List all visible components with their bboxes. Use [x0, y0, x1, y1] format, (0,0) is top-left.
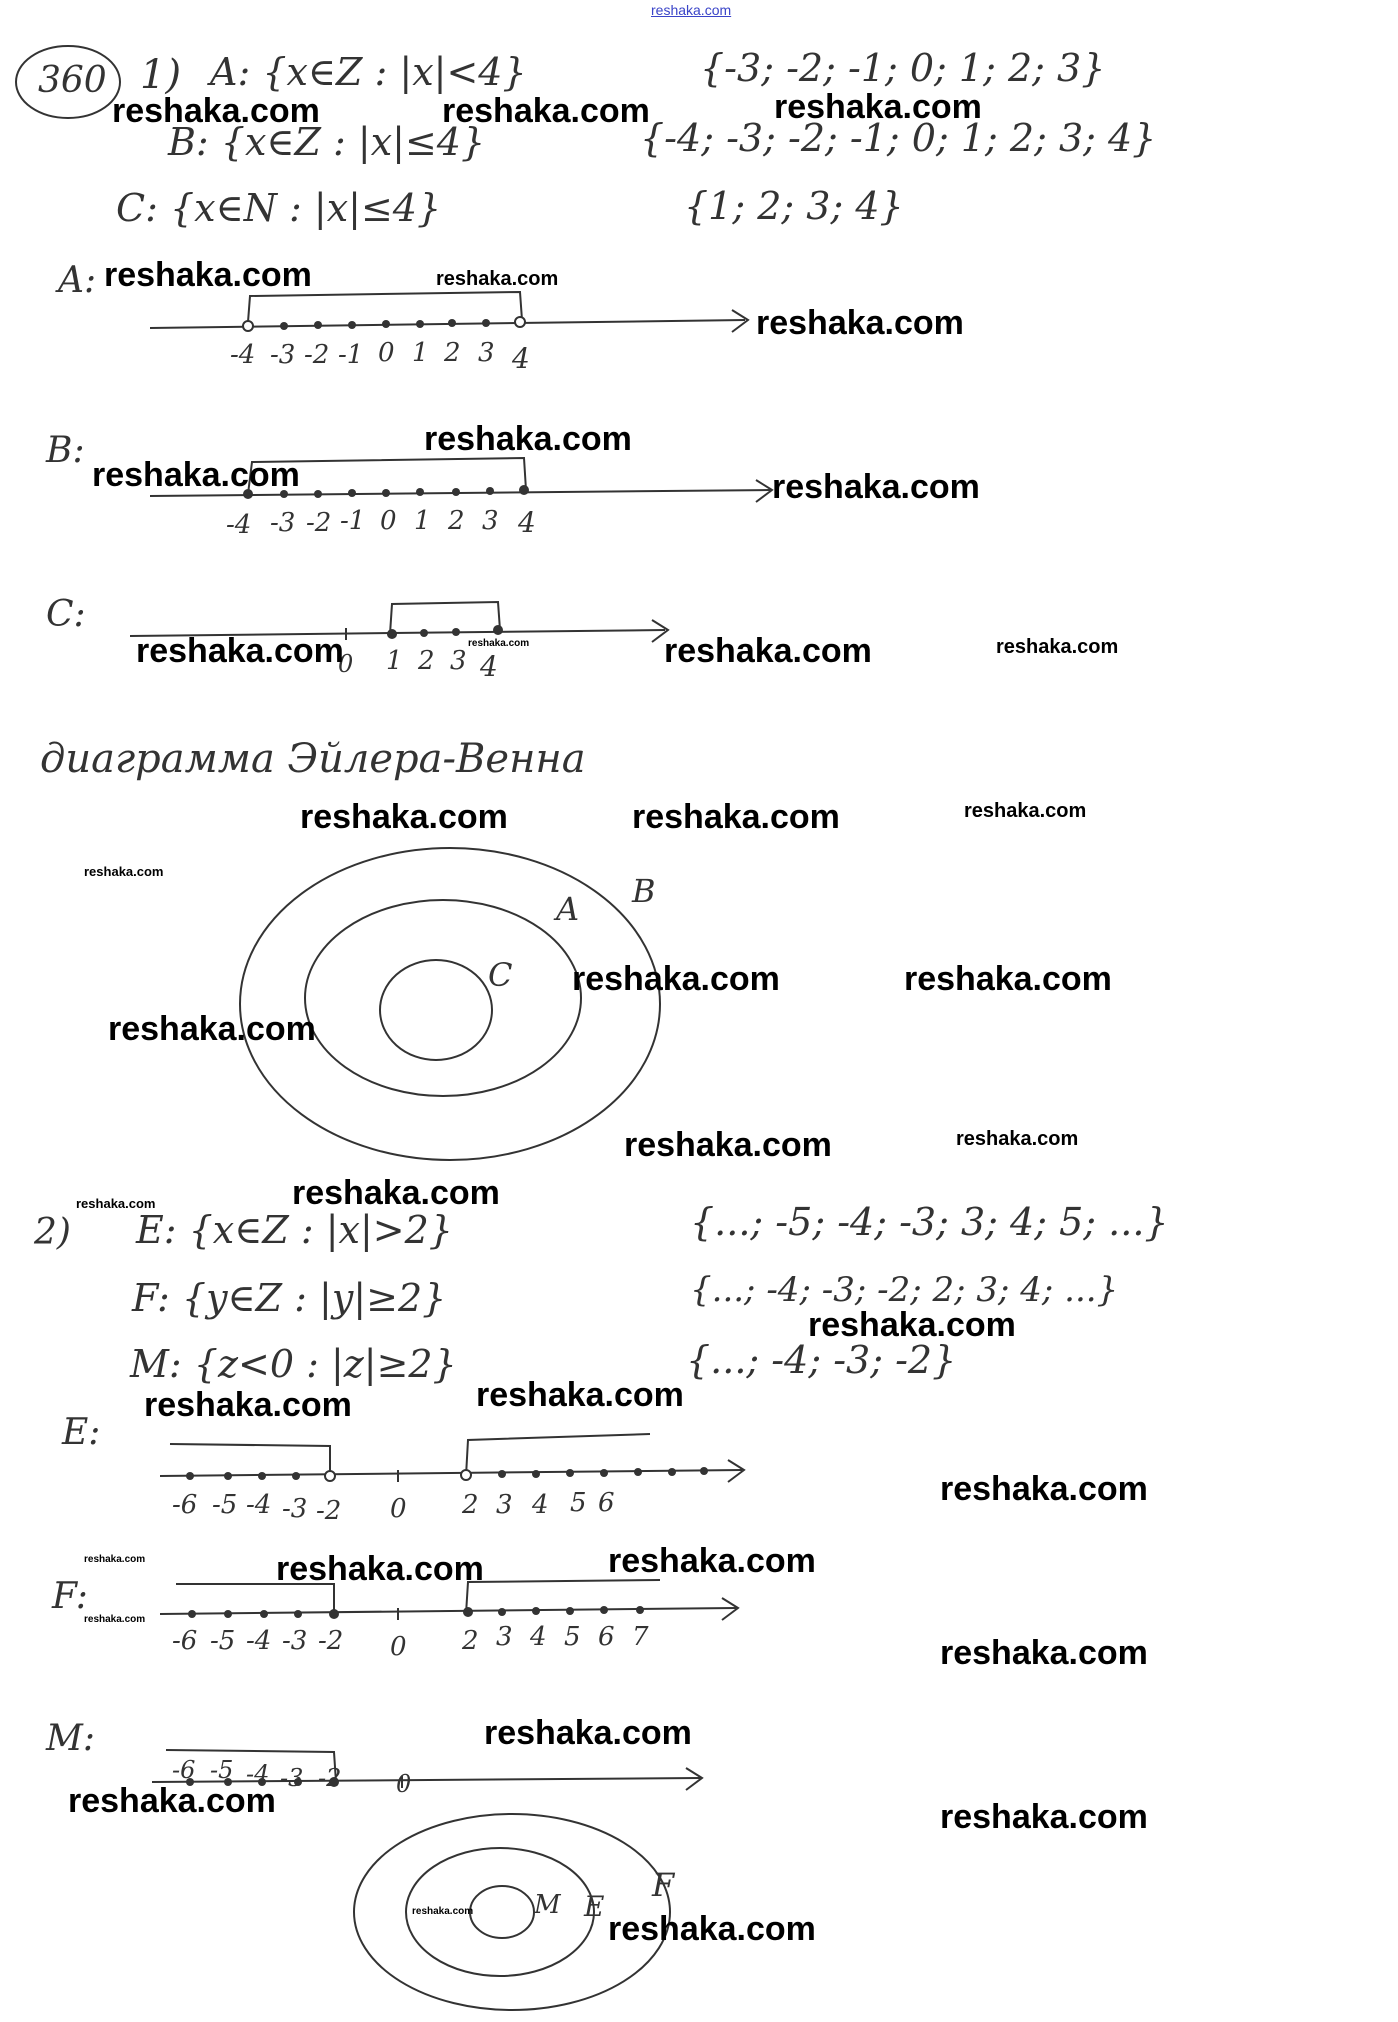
tick-label: 0 [390, 1494, 407, 1524]
set-b-definition: B: {x∈Z : |x|≤4} [168, 120, 486, 164]
watermark: reshaka.com [808, 1306, 1016, 1344]
tick-label: -3 [282, 1494, 308, 1524]
watermark: reshaka.com [84, 1614, 146, 1625]
tick-label: 2 [462, 1626, 479, 1656]
tick-label: -1 [338, 340, 364, 370]
watermark: reshaka.com [276, 1550, 484, 1588]
tick-label: -4 [246, 1490, 272, 1520]
line-e-label: E: [62, 1412, 101, 1453]
watermark: reshaka.com [436, 268, 559, 290]
problem-number: 360 [38, 60, 107, 101]
watermark: reshaka.com [104, 256, 312, 294]
watermark: reshaka.com [964, 800, 1087, 822]
tick-label: 3 [496, 1622, 513, 1652]
number-line-a [150, 292, 748, 332]
tick-label: 2 [444, 338, 461, 368]
tick-label: 3 [496, 1490, 513, 1520]
tick-label: 0 [396, 1770, 412, 1798]
watermark: reshaka.com [772, 468, 980, 506]
watermark: reshaka.com [484, 1714, 692, 1752]
watermark: reshaka.com [608, 1910, 816, 1948]
watermark: reshaka.com [608, 1542, 816, 1580]
tick-label: 1 [386, 646, 403, 676]
watermark: reshaka.com [144, 1386, 352, 1424]
set-b-elements: {-4; -3; -2; -1; 0; 1; 2; 3; 4} [640, 116, 1157, 160]
tick-label: 7 [632, 1622, 649, 1652]
watermark: reshaka.com [476, 1376, 684, 1414]
tick-label: 0 [390, 1632, 407, 1662]
tick-label: 6 [598, 1622, 615, 1652]
set-f-definition: F: {y∈Z : |y|≥2} [132, 1276, 447, 1320]
tick-label: -2 [306, 508, 332, 538]
watermark: reshaka.com [136, 632, 344, 670]
tick-label: -3 [282, 1626, 308, 1656]
tick-label: 3 [482, 506, 499, 536]
watermark: reshaka.com [940, 1470, 1148, 1508]
tick-label: -5 [210, 1756, 234, 1784]
tick-label: -3 [270, 340, 296, 370]
line-f-label: F: [52, 1576, 88, 1617]
part2-label: 2) [34, 1212, 71, 1253]
watermark: reshaka.com [424, 420, 632, 458]
set-a-definition: A: {x∈Z : |x|<4} [210, 50, 527, 94]
watermark: reshaka.com [108, 1010, 316, 1048]
set-a-elements: {-3; -2; -1; 0; 1; 2; 3} [700, 46, 1106, 90]
line-a-label: A: [58, 260, 97, 301]
diagram-title: диаграмма Эйлера-Венна [40, 736, 586, 782]
tick-label: 2 [418, 646, 435, 676]
watermark: reshaka.com [68, 1782, 276, 1820]
watermark: reshaka.com [92, 456, 300, 494]
set-c-definition: C: {x∈N : |x|≤4} [116, 186, 442, 230]
line-c-label: C: [46, 594, 86, 635]
tick-label: -5 [212, 1490, 238, 1520]
set-e-elements: {...; -5; -4; -3; 3; 4; 5; ...} [690, 1200, 1169, 1244]
tick-label: 1 [412, 338, 429, 368]
tick-label: -3 [280, 1764, 304, 1792]
tick-label: -5 [210, 1626, 236, 1656]
tick-label: 4 [532, 1490, 549, 1520]
tick-label: 4 [512, 342, 530, 375]
watermark: reshaka.com [996, 636, 1119, 658]
tick-label: -6 [172, 1626, 198, 1656]
watermark: reshaka.com [940, 1634, 1148, 1672]
tick-label: -2 [316, 1496, 342, 1526]
watermark: reshaka.com [956, 1128, 1079, 1150]
watermark: reshaka.com [412, 1906, 474, 1917]
watermark: reshaka.com [756, 304, 964, 342]
watermark: reshaka.com [292, 1174, 500, 1212]
tick-label: 2 [462, 1490, 479, 1520]
set-m-definition: M: {z<0 : |z|≥2} [130, 1342, 457, 1386]
watermark: reshaka.com [632, 798, 840, 836]
set-m-elements: {...; -4; -3; -2} [686, 1338, 957, 1382]
part1-label: 1) [140, 52, 182, 98]
tick-label: 3 [478, 338, 495, 368]
tick-label: -1 [340, 506, 366, 536]
venn1-label-b: B [632, 872, 656, 910]
tick-label: -4 [230, 340, 256, 370]
tick-label: 0 [380, 506, 397, 536]
tick-label: 3 [450, 646, 467, 676]
line-m-label: M: [46, 1718, 95, 1759]
tick-label: 1 [414, 506, 431, 536]
tick-label: -4 [246, 1626, 272, 1656]
tick-label: 0 [338, 650, 354, 678]
tick-label: -4 [246, 1760, 270, 1788]
watermark: reshaka.com [76, 1196, 156, 1211]
set-f-elements: {...; -4; -3; -2; 2; 3; 4; ...} [690, 1270, 1119, 1310]
tick-label: 4 [518, 506, 536, 539]
watermark: reshaka.com [940, 1798, 1148, 1836]
venn2-label-m: M [534, 1890, 561, 1920]
tick-label: -6 [172, 1490, 198, 1520]
watermark: reshaka.com [84, 1554, 146, 1565]
watermark: reshaka.com [624, 1126, 832, 1164]
watermark: reshaka.com [300, 798, 508, 836]
set-e-definition: E: {x∈Z : |x|>2} [136, 1208, 453, 1252]
tick-label: 5 [570, 1488, 587, 1518]
tick-label: -2 [318, 1626, 344, 1656]
tick-label: -6 [172, 1756, 196, 1784]
number-line-e [160, 1434, 744, 1482]
watermark: reshaka.com [468, 638, 530, 649]
watermark: reshaka.com [112, 92, 320, 130]
line-b-label: B: [46, 430, 85, 471]
site-header-link[interactable]: reshaka.com [651, 2, 732, 18]
tick-label: -2 [304, 340, 330, 370]
set-c-elements: {1; 2; 3; 4} [684, 184, 904, 228]
tick-label: 4 [480, 650, 498, 683]
venn-diagram-1 [240, 848, 660, 1160]
watermark: reshaka.com [442, 92, 650, 130]
watermark: reshaka.com [904, 960, 1112, 998]
venn1-label-a: A [556, 890, 580, 928]
watermark: reshaka.com [774, 88, 982, 126]
tick-label: 4 [530, 1622, 547, 1652]
tick-label: 2 [448, 506, 465, 536]
watermark: reshaka.com [664, 632, 872, 670]
tick-label: -4 [226, 510, 252, 540]
tick-label: -3 [270, 508, 296, 538]
tick-label: -2 [318, 1764, 342, 1792]
tick-label: 6 [598, 1488, 615, 1518]
venn2-label-f: F [652, 1866, 675, 1904]
watermark: reshaka.com [84, 864, 164, 879]
venn2-label-e: E [584, 1890, 605, 1923]
venn1-label-c: C [488, 956, 513, 994]
tick-label: 5 [564, 1622, 581, 1652]
tick-label: 0 [378, 338, 395, 368]
watermark: reshaka.com [572, 960, 780, 998]
